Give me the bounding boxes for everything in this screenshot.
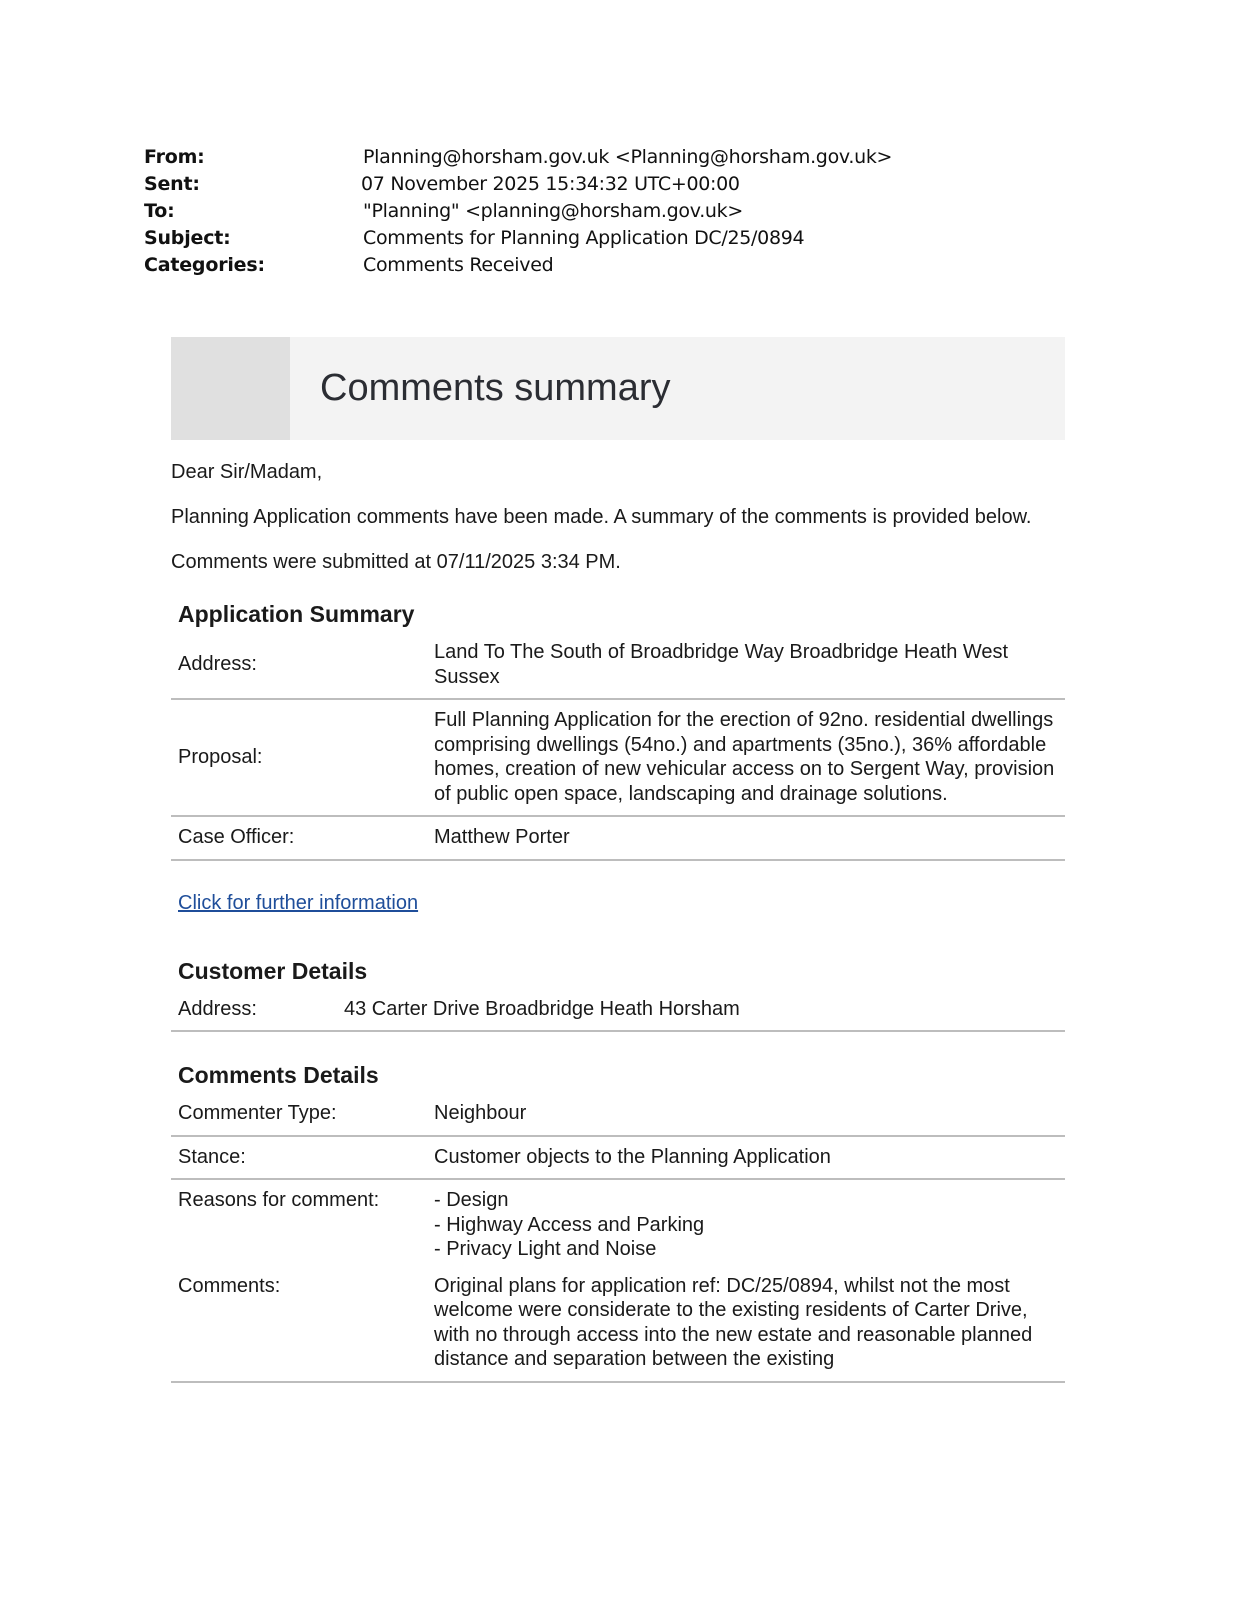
table-row <box>171 1179 1065 1266</box>
subject-value: Comments for Planning Application DC/25/0894 <box>363 227 805 249</box>
categories-value: Comments Received <box>363 254 554 276</box>
table-row <box>171 1093 1065 1136</box>
banner-logo-block <box>171 337 290 440</box>
reasons-label: Reasons for comment: <box>178 1189 380 1211</box>
case-officer-value: Matthew Porter <box>427 816 1065 860</box>
subject-label: Subject: <box>144 227 231 249</box>
banner-title: Comments summary <box>320 367 671 409</box>
comments-summary-banner <box>171 337 1065 440</box>
table-row <box>171 816 1065 860</box>
application-summary-title: Application Summary <box>178 601 415 627</box>
customer-address-label: Address: <box>171 989 337 1032</box>
email-subject-row <box>144 225 1044 252</box>
commenter-type-value: Neighbour <box>427 1093 1065 1136</box>
comments-label: Comments: <box>171 1266 427 1382</box>
reasons-list <box>427 1179 1065 1266</box>
email-categories-row <box>144 252 1044 279</box>
table-row <box>171 1136 1065 1180</box>
customer-address-value: 43 Carter Drive Broadbridge Heath Horsham <box>337 989 1065 1032</box>
further-information-link[interactable]: Click for further information <box>178 891 419 914</box>
stance-value: Customer objects to the Planning Application <box>427 1136 1065 1180</box>
address-value: Land To The South of Broadbridge Way Broadbridge Heath West Sussex <box>427 632 1065 699</box>
stance-label: Stance: <box>171 1136 427 1180</box>
sent-value: 07 November 2025 15:34:32 UTC+00:00 <box>361 173 740 195</box>
to-label: To: <box>144 200 175 222</box>
intro-line: Planning Application comments have been made. A summary of the comments is provided below. <box>171 506 1032 528</box>
reason-item: - Privacy Light and Noise <box>434 1238 657 1260</box>
table-row <box>171 1266 1065 1382</box>
greeting: Dear Sir/Madam, <box>171 461 323 483</box>
commenter-type-label: Commenter Type: <box>171 1093 427 1136</box>
from-value: Planning@horsham.gov.uk <Planning@horsham.gov.uk> <box>363 146 893 168</box>
to-value: "Planning" <planning@horsham.gov.uk> <box>363 200 743 222</box>
email-from-row <box>144 144 1044 171</box>
categories-label: Categories: <box>144 254 265 276</box>
case-officer-label: Case Officer: <box>171 816 427 860</box>
customer-details-title: Customer Details <box>178 957 368 984</box>
email-header <box>144 144 1044 279</box>
proposal-value: Full Planning Application for the erection of 92no. residential dwellings comprising dwellings (54no.) and apartments (35no.), 36% affordable homes, creation of new vehicular access on to Sergent Way, provision of public open space, landscaping and drainage solutions. <box>427 699 1065 816</box>
table-row <box>171 989 1065 1032</box>
application-summary-table <box>171 632 1065 861</box>
comments-details-table <box>171 1093 1065 1383</box>
email-body <box>171 460 1065 1383</box>
sent-label: Sent: <box>144 173 200 195</box>
comments-value: Original plans for application ref: DC/25/0894, whilst not the most welcome were considerate to the existing residents of Carter Drive, with no through access into the new estate and reasonable planned distance and separation between the existing <box>427 1266 1065 1382</box>
customer-details-table <box>171 989 1065 1033</box>
email-to-row <box>144 198 1044 225</box>
address-label: Address: <box>171 632 427 699</box>
from-label: From: <box>144 146 205 168</box>
reason-item: - Highway Access and Parking <box>434 1213 705 1236</box>
proposal-label: Proposal: <box>171 699 427 816</box>
submitted-line: Comments were submitted at 07/11/2025 3:34 PM. <box>171 551 621 573</box>
reason-item: - Design <box>434 1189 509 1211</box>
table-row <box>171 699 1065 816</box>
table-row <box>171 632 1065 699</box>
email-sent-row <box>144 171 1044 198</box>
comments-details-title: Comments Details <box>178 1062 379 1088</box>
